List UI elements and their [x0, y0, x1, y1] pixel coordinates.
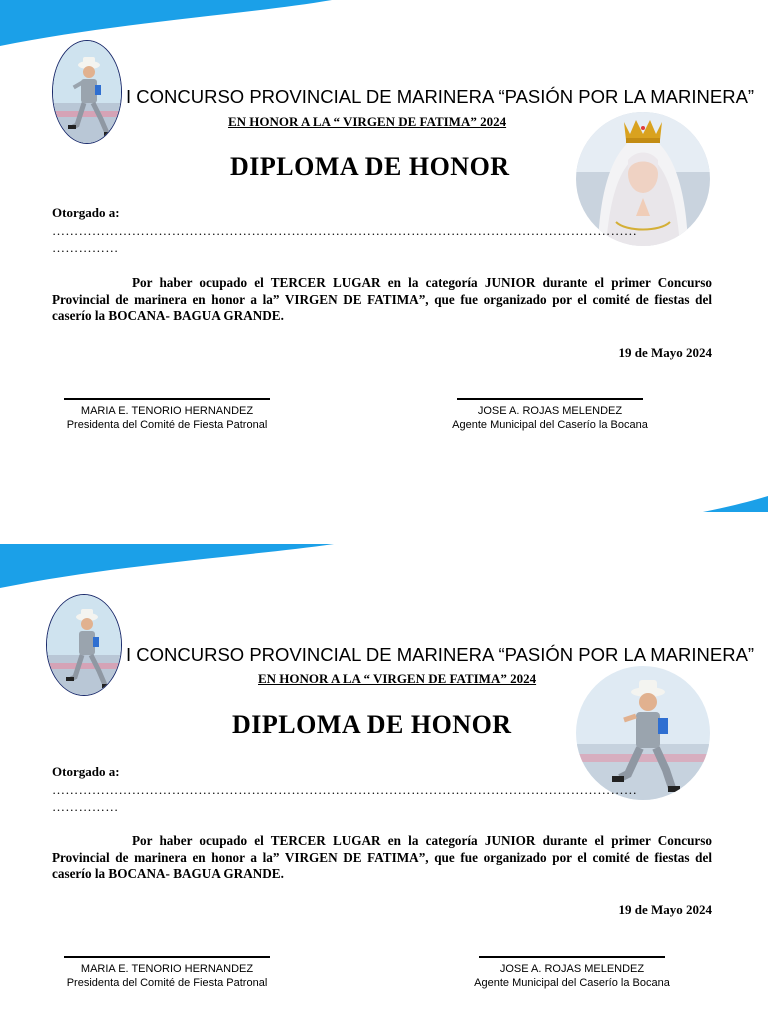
dots-line-1: ……………………………………………………………………………………………………………………: [52, 782, 638, 797]
dots-line-2: ……………: [52, 240, 119, 255]
signer-name: JOSE A. ROJAS MELENDEZ: [477, 405, 623, 417]
award-description: Por haber ocupado el TERCER LUGAR en la categoría JUNIOR durante el primer Concurso Provincial de marinera en honor a la” VIRGEN DE FATIMA”, que fue organizado por el comité de fiestas del caserío la BOCANA- BAGUA GRANDE.: [52, 833, 712, 881]
dots-line-2: ……………: [52, 799, 119, 814]
contest-title: I CONCURSO PROVINCIAL DE MARINERA “PASIÓN POR LA MARINERA”: [126, 644, 755, 665]
dots-line-1: ……………………………………………………………………………………………………………………: [52, 223, 638, 238]
signer-role: Agente Municipal del Caserío la Bocana: [452, 419, 648, 431]
diploma-title-text: DIPLOMA DE HONOR: [230, 152, 510, 181]
signature-line: [64, 398, 270, 400]
signature-line: [479, 956, 665, 958]
signer-role: Presidenta del Comité de Fiesta Patronal: [66, 419, 268, 431]
diploma-title-text: DIPLOMA DE HONOR: [232, 710, 512, 739]
awarded-label: Otorgado a:: [52, 764, 120, 779]
recipient-name-blank: [52, 222, 712, 256]
signer-name: MARIA E. TENORIO HERNANDEZ: [80, 405, 254, 417]
top-left-swoosh: [0, 0, 340, 50]
signer-role: Agente Municipal del Caserío la Bocana: [474, 977, 670, 989]
signature-line: [64, 956, 270, 958]
dancer-boy-icon: [576, 666, 710, 800]
signature-right: [472, 956, 672, 990]
award-date: 19 de Mayo 2024: [618, 902, 712, 917]
dancer-boy-icon: [53, 41, 122, 144]
signature-line: [457, 398, 643, 400]
left-dancer-photo: [52, 40, 122, 144]
award-description: Por haber ocupado el TERCER LUGAR en la categoría JUNIOR durante el primer Concurso Provincial de marinera en honor a la” VIRGEN DE FATIMA”, que fue organizado por el comité de fiestas del caserío la BOCANA- BAGUA GRANDE.: [52, 275, 712, 323]
signature-left: [62, 956, 272, 990]
diploma-2: [0, 540, 768, 1024]
top-left-swoosh: [0, 540, 340, 590]
bottom-right-swoosh: [440, 496, 768, 512]
recipient-name-blank: [52, 781, 712, 815]
honor-line: EN HONOR A LA “ VIRGEN DE FATIMA” 2024: [228, 114, 507, 129]
award-date: 19 de Mayo 2024: [618, 345, 712, 360]
signature-left: [62, 398, 272, 432]
right-dancer-photo: [576, 666, 710, 800]
signer-name: MARIA E. TENORIO HERNANDEZ: [80, 963, 254, 975]
left-dancer-photo: [46, 594, 122, 696]
signer-name: JOSE A. ROJAS MELENDEZ: [499, 963, 645, 975]
signer-role: Presidenta del Comité de Fiesta Patronal: [66, 977, 268, 989]
contest-title: I CONCURSO PROVINCIAL DE MARINERA “PASIÓN POR LA MARINERA”: [126, 86, 755, 107]
awarded-label: Otorgado a:: [52, 205, 120, 220]
signature-right: [450, 398, 650, 432]
dancer-boy-icon: [47, 595, 122, 696]
honor-line: EN HONOR A LA “ VIRGEN DE FATIMA” 2024: [258, 671, 537, 686]
